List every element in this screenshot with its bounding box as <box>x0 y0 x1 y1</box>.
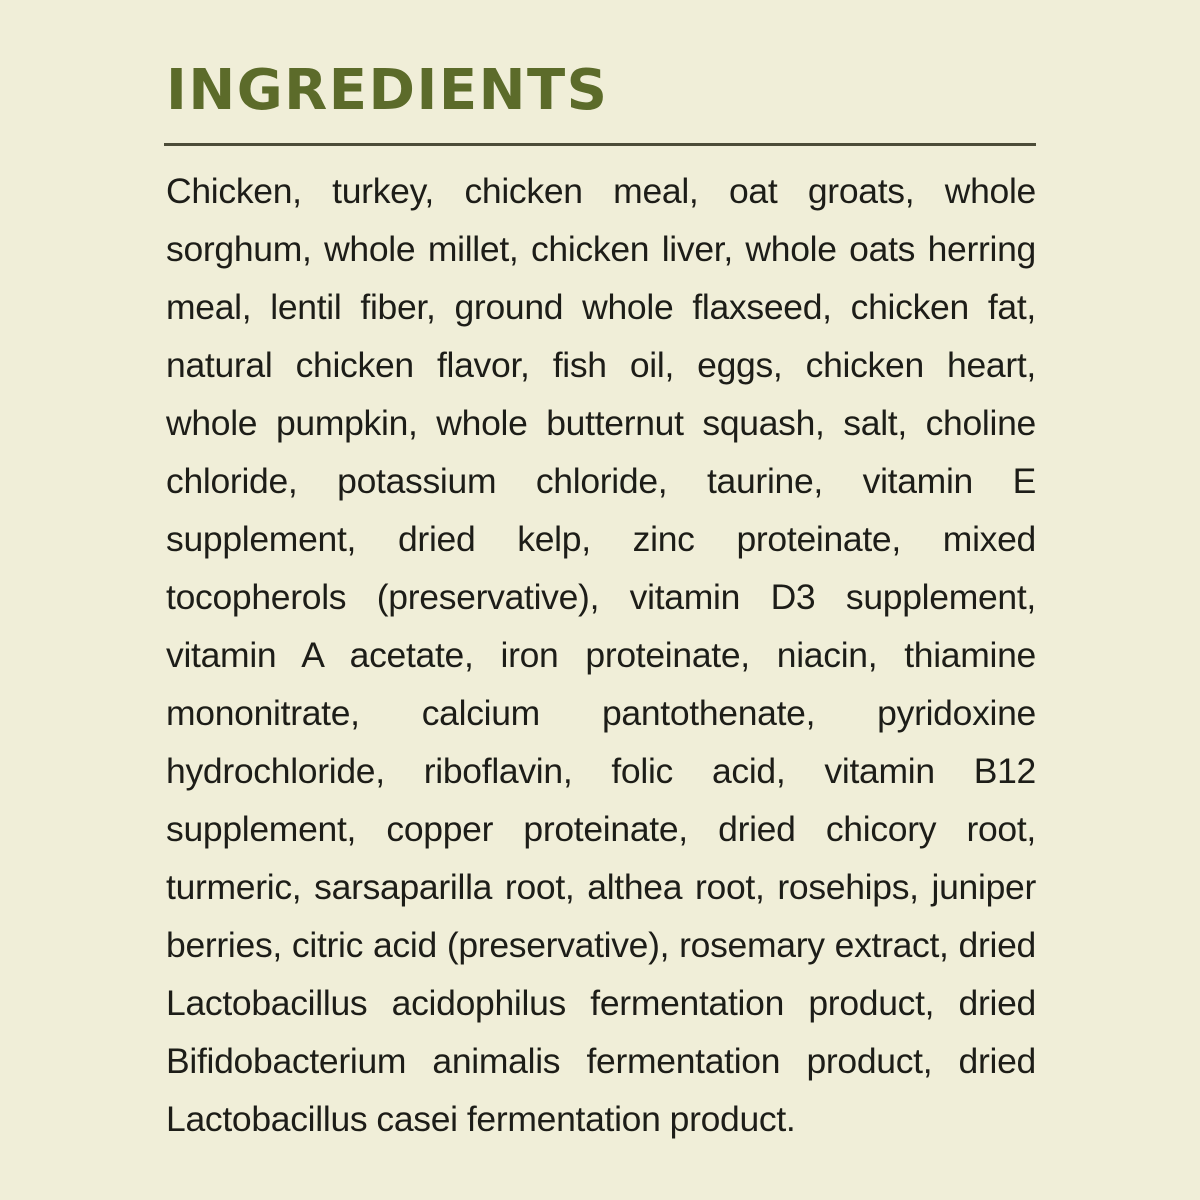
ingredients-panel <box>164 58 1036 1148</box>
ingredients-list-text: Chicken, turkey, chicken meal, oat groats, whole sorghum, whole millet, chicken liver, whole oats herring meal, lentil fiber, ground whole flaxseed, chicken fat, natural chicken flavor, fish oil, eggs, chicken heart, whole pumpkin, whole butternut squash, salt, choline chloride, potassium chloride, taurine, vitamin E supplement, dried kelp, zinc proteinate, mixed tocopherols (preservative), vitamin D3 supplement, vitamin A acetate, iron proteinate, niacin, thiamine mononitrate, calcium pantothenate, pyridoxine hydrochloride, riboflavin, folic acid, vitamin B12 supplement, copper proteinate, dried chicory root, turmeric, sarsaparilla root, althea root, rosehips, juniper berries, citric acid (preservative), rosemary extract, dried Lactobacillus acidophilus fermentation product, dried Bifidobacterium animalis fermentation product, dried Lactobacillus casei fermentation product. <box>166 170 1036 1139</box>
title-divider <box>164 143 1036 146</box>
page-title: INGREDIENTS <box>166 58 609 123</box>
